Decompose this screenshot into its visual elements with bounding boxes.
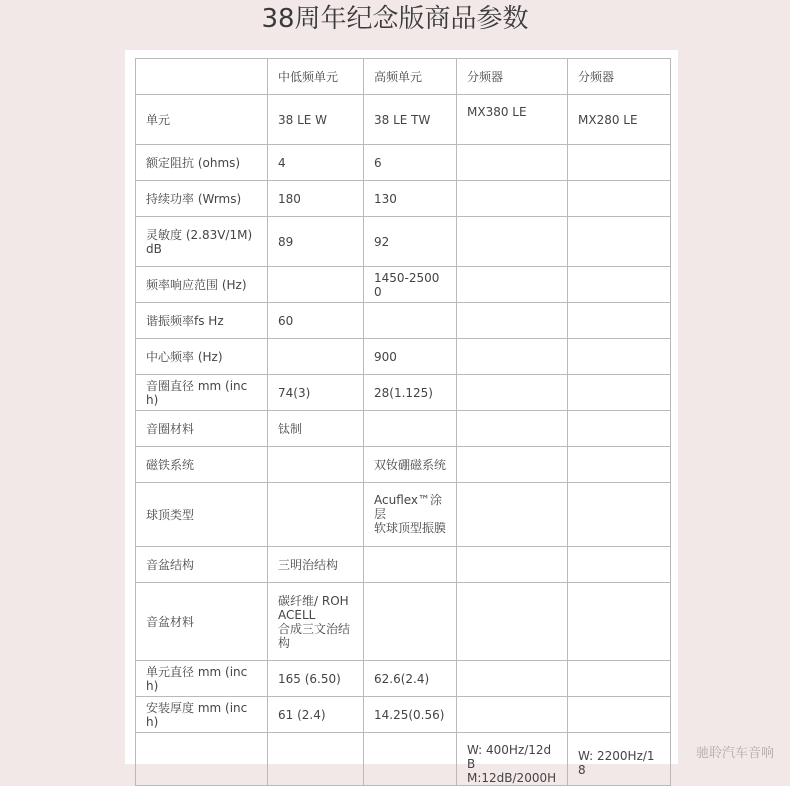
table-cell: Acuflex™涂层 软球顶型振膜 [364, 483, 457, 547]
table-row [136, 95, 671, 145]
table-row [136, 697, 671, 733]
row-label: 安装厚度 mm (inch) [136, 697, 268, 733]
table-cell: 60 [268, 303, 364, 339]
header-cell-empty [136, 59, 268, 95]
row-label: 单元 [136, 95, 268, 145]
table-cell [457, 661, 568, 697]
row-label: 单元直径 mm (inch) [136, 661, 268, 697]
table-cell [457, 697, 568, 733]
header-cell-crossover-1: 分频器 [457, 59, 568, 95]
table-cell [568, 181, 671, 217]
header-cell-crossover-2: 分频器 [568, 59, 671, 95]
table-cell: 4 [268, 145, 364, 181]
table-cell: 三明治结构 [268, 547, 364, 583]
table-cell [364, 547, 457, 583]
table-cell [268, 733, 364, 786]
table-cell [568, 303, 671, 339]
table-cell [364, 411, 457, 447]
table-row [136, 375, 671, 411]
table-cell: 6 [364, 145, 457, 181]
table-cell: 165 (6.50) [268, 661, 364, 697]
table-cell: 89 [268, 217, 364, 267]
table-row [136, 339, 671, 375]
table-row [136, 217, 671, 267]
table-cell [457, 447, 568, 483]
table-row [136, 145, 671, 181]
row-label [136, 733, 268, 786]
table-cell: 61 (2.4) [268, 697, 364, 733]
table-row [136, 733, 671, 786]
table-cell [457, 339, 568, 375]
table-cell: 62.6(2.4) [364, 661, 457, 697]
table-cell: 钛制 [268, 411, 364, 447]
table-cell [364, 303, 457, 339]
table-cell: W: 2200Hz/18 [568, 733, 671, 786]
table-row [136, 181, 671, 217]
table-cell: MX380 LE [457, 95, 568, 145]
table-cell [568, 145, 671, 181]
table-cell: 双钕硼磁系统 [364, 447, 457, 483]
table-cell [457, 411, 568, 447]
row-label: 额定阻抗 (ohms) [136, 145, 268, 181]
table-cell [568, 697, 671, 733]
table-cell [568, 339, 671, 375]
row-label: 灵敏度 (2.83V/1M)dB [136, 217, 268, 267]
table-cell [568, 547, 671, 583]
table-cell [457, 375, 568, 411]
table-cell [457, 267, 568, 303]
table-row [136, 547, 671, 583]
table-cell [568, 375, 671, 411]
table-row [136, 267, 671, 303]
table-cell [364, 583, 457, 661]
spec-table [135, 58, 671, 786]
row-label: 谐振频率fs Hz [136, 303, 268, 339]
table-cell: 28(1.125) [364, 375, 457, 411]
table-cell: W: 400Hz/12dB M:12dB/2000H [457, 733, 568, 786]
table-row [136, 303, 671, 339]
table-cell: 碳纤维/ ROHACELL 合成三文治结构 [268, 583, 364, 661]
table-cell [457, 181, 568, 217]
table-header-row [136, 59, 671, 95]
table-cell [457, 547, 568, 583]
table-cell: 38 LE TW [364, 95, 457, 145]
row-label: 频率响应范围 (Hz) [136, 267, 268, 303]
table-cell: 74(3) [268, 375, 364, 411]
table-cell [457, 217, 568, 267]
table-cell: 1450-25000 [364, 267, 457, 303]
table-cell [457, 303, 568, 339]
table-row [136, 583, 671, 661]
table-cell [568, 583, 671, 661]
table-cell: 38 LE W [268, 95, 364, 145]
watermark-text: 驰聆汽车音响 [695, 746, 774, 761]
row-label: 持续功率 (Wrms) [136, 181, 268, 217]
row-label: 磁铁系统 [136, 447, 268, 483]
table-cell [457, 145, 568, 181]
table-cell [268, 339, 364, 375]
table-row [136, 447, 671, 483]
table-cell: 92 [364, 217, 457, 267]
table-cell [568, 267, 671, 303]
table-cell: MX280 LE [568, 95, 671, 145]
table-cell [457, 483, 568, 547]
row-label: 音圈直径 mm (inch) [136, 375, 268, 411]
table-cell [268, 483, 364, 547]
page-title: 38周年纪念版商品参数 [261, 4, 529, 34]
header-cell-tweeter: 高频单元 [364, 59, 457, 95]
table-row [136, 411, 671, 447]
table-cell [364, 733, 457, 786]
table-cell: 130 [364, 181, 457, 217]
table-cell [457, 583, 568, 661]
table-cell: 14.25(0.56) [364, 697, 457, 733]
table-cell [568, 217, 671, 267]
table-cell: 180 [268, 181, 364, 217]
table-cell [568, 411, 671, 447]
table-cell [268, 447, 364, 483]
table-cell [568, 447, 671, 483]
row-label: 音圈材料 [136, 411, 268, 447]
row-label: 音盆材料 [136, 583, 268, 661]
table-cell: 900 [364, 339, 457, 375]
row-label: 球顶类型 [136, 483, 268, 547]
table-row [136, 661, 671, 697]
table-cell [268, 267, 364, 303]
table-cell [568, 483, 671, 547]
table-row [136, 483, 671, 547]
row-label: 音盆结构 [136, 547, 268, 583]
header-cell-woofer: 中低频单元 [268, 59, 364, 95]
row-label: 中心频率 (Hz) [136, 339, 268, 375]
table-cell [568, 661, 671, 697]
